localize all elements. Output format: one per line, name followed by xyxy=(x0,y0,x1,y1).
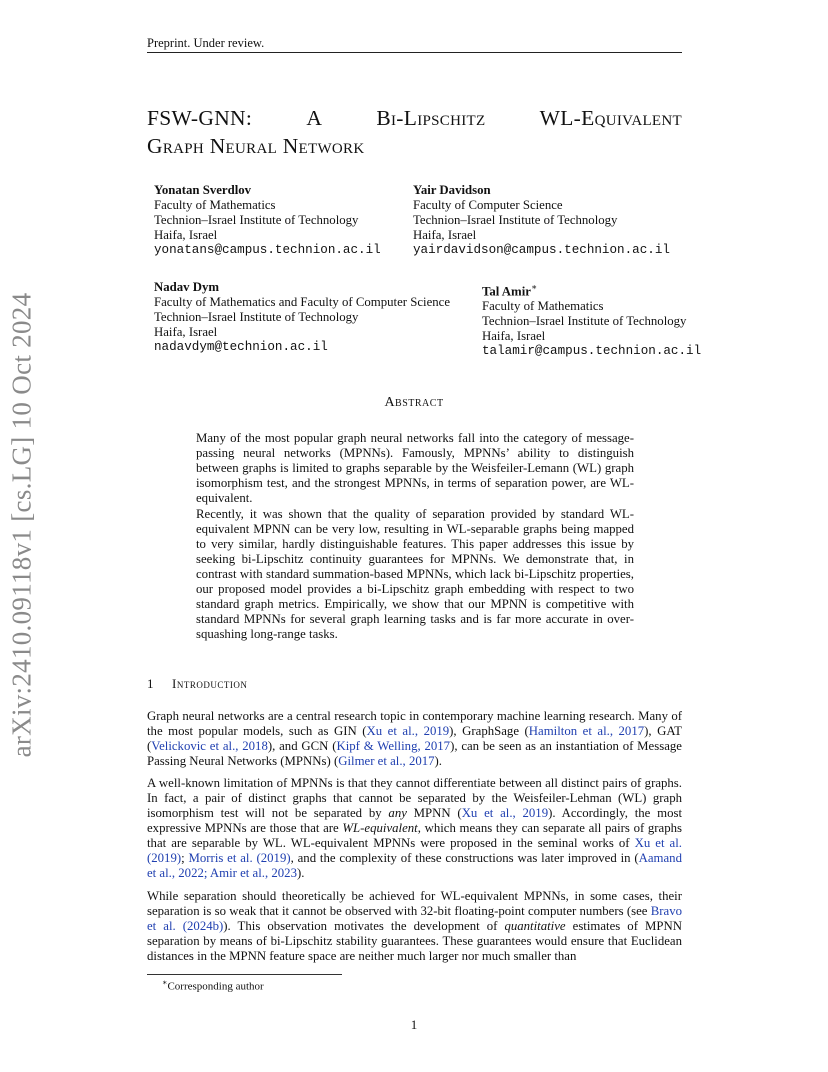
title-word: A xyxy=(306,106,323,130)
header-rule xyxy=(147,52,682,53)
section-heading xyxy=(147,676,247,692)
abstract-heading: Abstract xyxy=(384,395,444,410)
abstract-paragraph-1: Many of the most popular graph neural networks fall into the category of message-passing neural networks (MPNNs). Famously, MPNNs’ ability to distinguish between graphs is limited to graphs separable by the Weisfeiler-Lemann (WL) graph isomorphism test, and the strongest MPNNs, in terms of separation power, are WL-equivalent. xyxy=(196,431,634,505)
footnote-mark: ∗ xyxy=(162,978,168,987)
author-email[interactable]: yonatans@campus.technion.ac.il xyxy=(154,243,381,257)
running-head: Preprint. Under review. xyxy=(147,36,265,50)
citation-link[interactable]: Aamand et al., 2022; Amir et al., 2023 xyxy=(147,851,682,880)
author-affiliation: Faculty of Mathematics xyxy=(154,198,276,212)
intro-paragraph-2: A well-known limitation of MPNNs is that they cannot differentiate between all distinct pairs of graphs. In fact, a pair of distinct graphs that cannot be separated by the Weisfeiler-Lehman (WL) graph isomorphism test will not be separated by any MPNN (Xu et al., 2019). Accordingly, the most expressive MPNNs are those that are WL-equivalent, which means they can separate all pairs of graphs that are separable by WL. WL-equivalent MPNNs were proposed in the seminal works of Xu et al. (2019); Morris et al. (2019), and the complexity of these constructions was later improved in (Aamand et al., 2022; Amir et al., 2023). xyxy=(147,776,683,880)
section-title: Introduction xyxy=(172,676,248,691)
author-email[interactable]: nadavdym@technion.ac.il xyxy=(154,340,328,354)
title-word: Bi-Lipschitz xyxy=(376,106,486,130)
author-institution: Technion–Israel Institute of Technology xyxy=(154,213,359,227)
author-block xyxy=(154,280,450,355)
citation-link[interactable]: Velickovic et al., 2018 xyxy=(151,739,268,753)
author-block xyxy=(482,280,701,359)
author-block xyxy=(154,183,381,258)
title-line-2: Graph Neural Network xyxy=(147,134,365,158)
author-name: Yair Davidson xyxy=(413,183,491,197)
footnote-rule xyxy=(147,974,342,975)
author-affiliation: Faculty of Mathematics xyxy=(482,299,604,314)
paper-title xyxy=(147,104,682,160)
citation-link[interactable]: Hamilton et al., 2017 xyxy=(528,724,645,738)
author-location: Haifa, Israel xyxy=(154,228,218,242)
citation-link[interactable]: Gilmer et al., 2017 xyxy=(338,754,435,768)
citation-link[interactable]: Morris et al. (2019) xyxy=(188,851,291,865)
arxiv-stamp-text: arXiv:2410.09118v1 [cs.LG] 10 Oct 2024 xyxy=(6,292,37,758)
intro-paragraph-1: Graph neural networks are a central research topic in contemporary machine learning research. Many of the most popular models, such as GIN (Xu et al., 2019), GraphSage (Hamilton et al., 2017), GAT (Velickovic et al., 2018), and GCN (Kipf & Welling, 2017), can be seen as an instantiation of Message Passing Neural Networks (MPNNs) (Gilmer et al., 2017). xyxy=(147,709,682,768)
abstract-paragraph-2: Recently, it was shown that the quality of separation provided by standard WL-equivalent MPNN can be very low, resulting in WL-separable graphs being mapped to very similar, hardly distinguishable features. This paper addresses this issue by seeking bi-Lipschitz continuity guarantees for MPNNs. We demonstrate that, in contrast with standard summation-based MPNNs, which lack bi-Lipschitz properties, our proposed model provides a bi-Lipschitz graph embedding with respect to two standard graph metrics. Empirically, we show that our MPNN is competitive with standard MPNNs for several graph learning tasks and is far more accurate in over-squashing long-range tasks. xyxy=(196,507,634,641)
author-email[interactable]: yairdavidson@campus.technion.ac.il xyxy=(413,243,670,257)
author-name: Nadav Dym xyxy=(154,280,220,294)
footnote-text: Corresponding author xyxy=(167,980,264,993)
author-affiliation: Faculty of Mathematics and Faculty of Computer Science xyxy=(154,295,451,309)
intro-paragraph-3: While separation should theoretically be achieved for WL-equivalent MPNNs, in some cases, their separation is so weak that it cannot be observed with 32-bit floating-point computer numbers (see Bravo et al. (2024b)). This observation motivates the development of quantitative estimates of MPNN separation by means of bi-Lipschitz stability guarantees. These guarantees would ensure that Euclidean distances in the MPNN feature space are neither much larger nor much smaller than xyxy=(147,889,682,963)
author-institution: Technion–Israel Institute of Technology xyxy=(154,310,359,324)
page-number: 1 xyxy=(410,1017,418,1032)
author-institution: Technion–Israel Institute of Technology xyxy=(482,314,687,329)
citation-link[interactable]: Bravo et al. (2024b) xyxy=(147,904,682,933)
section-number: 1 xyxy=(147,676,154,691)
footnote-marker[interactable]: ∗ xyxy=(530,282,538,292)
author-name: Tal Amir xyxy=(482,284,531,299)
author-affiliation: Faculty of Computer Science xyxy=(413,198,563,212)
citation-link[interactable]: Kipf & Welling, 2017 xyxy=(336,739,451,753)
title-word: FSW-GNN: xyxy=(147,106,253,130)
author-block xyxy=(413,183,670,258)
author-name: Yonatan Sverdlov xyxy=(154,183,252,197)
citation-link[interactable]: Xu et al., 2019 xyxy=(461,806,549,820)
author-location: Haifa, Israel xyxy=(482,329,546,344)
citation-link[interactable]: Xu et al., 2019 xyxy=(366,724,450,738)
citation-link[interactable]: Xu et al. (2019) xyxy=(147,836,682,865)
author-email[interactable]: talamir@campus.technion.ac.il xyxy=(482,344,702,359)
title-word: WL-Equivalent xyxy=(539,106,682,130)
author-institution: Technion–Israel Institute of Technology xyxy=(413,213,618,227)
author-location: Haifa, Israel xyxy=(154,325,218,339)
footnote xyxy=(162,978,264,993)
author-location: Haifa, Israel xyxy=(413,228,477,242)
